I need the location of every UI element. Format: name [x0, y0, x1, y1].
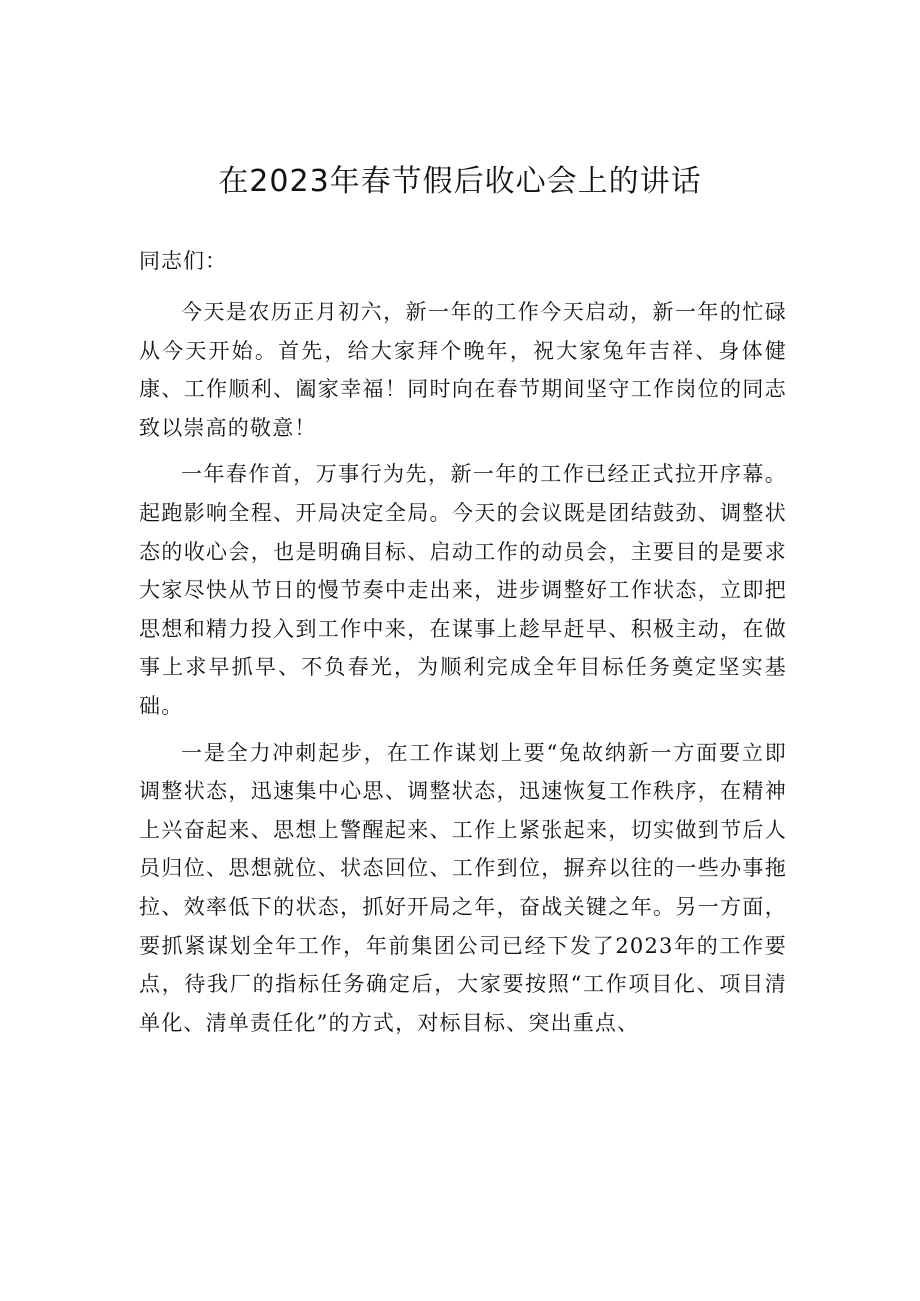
paragraph-1: 今天是农历正月初六，新一年的工作今天启动，新一年的忙碌从今天开始。首先，给大家拜个晚年，祝大家兔年吉祥、身体健康、工作顺利、阖家幸福！同时向在春节期间坚守工作岗位的同志致以崇高的敬意！ — [139, 300, 787, 440]
salutation: 同志们： — [139, 249, 227, 273]
paragraph-3: 一是全力冲刺起步，在工作谋划上要“兔故纳新一方面要立即调整状态，迅速集中心思、调整状态，迅速恢复工作秩序，在精神上兴奋起来、思想上警醒起来、工作上紧张起来，切实做到节后人员归位、思想就位、状态回位、工作到位，摒弃以往的一些办事拖拉、效率低下的状态，抓好开局之年，奋战关键之年。另一方面，要抓紧谋划全年工作，年前集团公司已经下发了2023年的工作要点，待我厂的指标任务确定后，大家要按照“工作项目化、项目清单化、清单责任化”的方式，对标目标、突出重点、 — [139, 740, 787, 1035]
document-title: 在2023年春节假后收心会上的讲话 — [218, 164, 702, 199]
document-body — [139, 243, 787, 1050]
paragraph-2: 一年春作首，万事行为先，新一年的工作已经正式拉开序幕。起跑影响全程、开局决定全局。今天的会议既是团结鼓劲、调整状态的收心会，也是明确目标、启动工作的动员会，主要目的是要求大家尽快从节日的慢节奏中走出来，进步调整好工作状态，立即把思想和精力投入到工作中来，在谋事上趁早赶早、积极主动，在做事上求早抓早、不负春光，为顺利完成全年目标任务奠定坚实基础。 — [139, 462, 787, 718]
